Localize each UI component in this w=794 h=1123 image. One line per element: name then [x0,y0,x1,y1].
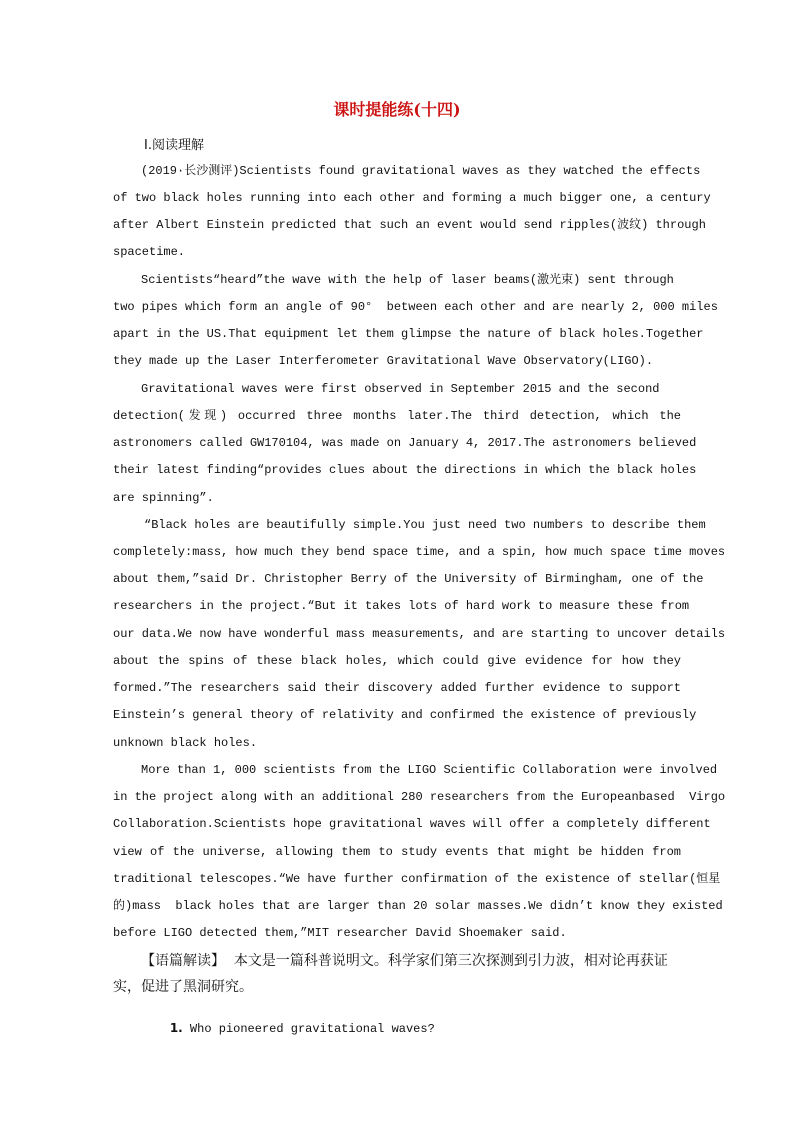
passage-line: they made up the Laser Interferometer Gravitational Wave Observatory(LIGO). [113,354,654,368]
passage-line: about the spins of these black holes, which could give evidence for how they [113,654,681,668]
passage-line: researchers in the project.“But it takes lots of hard work to measure these from [113,599,690,613]
passage-line: are spinning”. [113,491,214,505]
section-heading: Ⅰ.阅读理解 [144,138,204,153]
question-1 [141,1007,435,1050]
passage-line: about them,”said Dr. Christopher Berry of the University of Birmingham, one of the [113,572,704,586]
analysis-line-2: 实，促进了黑洞研究。 [113,979,253,995]
question-text: Who pioneered gravitational waves? [182,1022,435,1036]
passage-line: apart in the US.That equipment let them glimpse the nature of black holes.Together [113,327,704,341]
passage-line: view of the universe, allowing them to study events that might be hidden from [113,845,681,859]
passage-line: in the project along with an additional 280 researchers from the Europeanbased Virgo [113,790,726,804]
passage-line: “Black holes are beautifully simple.You just need two numbers to describe them [144,518,706,532]
passage-line: formed.”The researchers said their discovery added further evidence to support [113,681,681,695]
passage-line: astronomers called GW170104, was made on January 4, 2017.The astronomers believed [113,436,697,450]
analysis-line-1: 【语篇解读】 本文是一篇科普说明文。科学家们第三次探测到引力波，相对论再获证 [141,953,668,969]
passage-line: our data.We now have wonderful mass measurements, and are starting to uncover details [113,627,726,641]
passage-line: Collaboration.Scientists hope gravitational waves will offer a completely different [113,817,711,831]
passage-line: More than 1, 000 scientists from the LIGO Scientific Collaboration were involved [141,763,718,777]
passage-line: (2019·长沙测评)Scientists found gravitational waves as they watched the effects [141,164,701,178]
passage-line: two pipes which form an angle of 90° between each other and are nearly 2, 000 miles [113,300,718,314]
page-title: 课时提能练(十四) [333,100,461,119]
passage-line: completely:mass, how much they bend space time, and a spin, how much space time moves [113,545,726,559]
passage-line: spacetime. [113,245,186,259]
passage-line: traditional telescopes.“We have further confirmation of the existence of stellar(恒星 [113,872,721,886]
passage-line: their latest finding“provides clues about the directions in which the black holes [113,463,697,477]
question-number: 1. [169,1021,183,1035]
passage-line: 的)mass black holes that are larger than 20 solar masses.We didn’t know they existed [113,899,723,913]
passage-line: after Albert Einstein predicted that such an event would send ripples(波纹) through [113,218,706,232]
passage-line: Scientists“heard”the wave with the help of laser beams(激光束) sent through [141,273,674,287]
passage-line: unknown black holes. [113,736,258,750]
passage-line: Einstein’s general theory of relativity and confirmed the existence of previously [113,708,697,722]
passage-line: before LIGO detected them,”MIT researcher David Shoemaker said. [113,926,567,940]
passage-line: of two black holes running into each other and forming a much bigger one, a century [113,191,711,205]
passage-line: detection(发现) occurred three months later.The third detection, which the [113,409,681,423]
passage-line: Gravitational waves were first observed in September 2015 and the second [141,382,660,396]
